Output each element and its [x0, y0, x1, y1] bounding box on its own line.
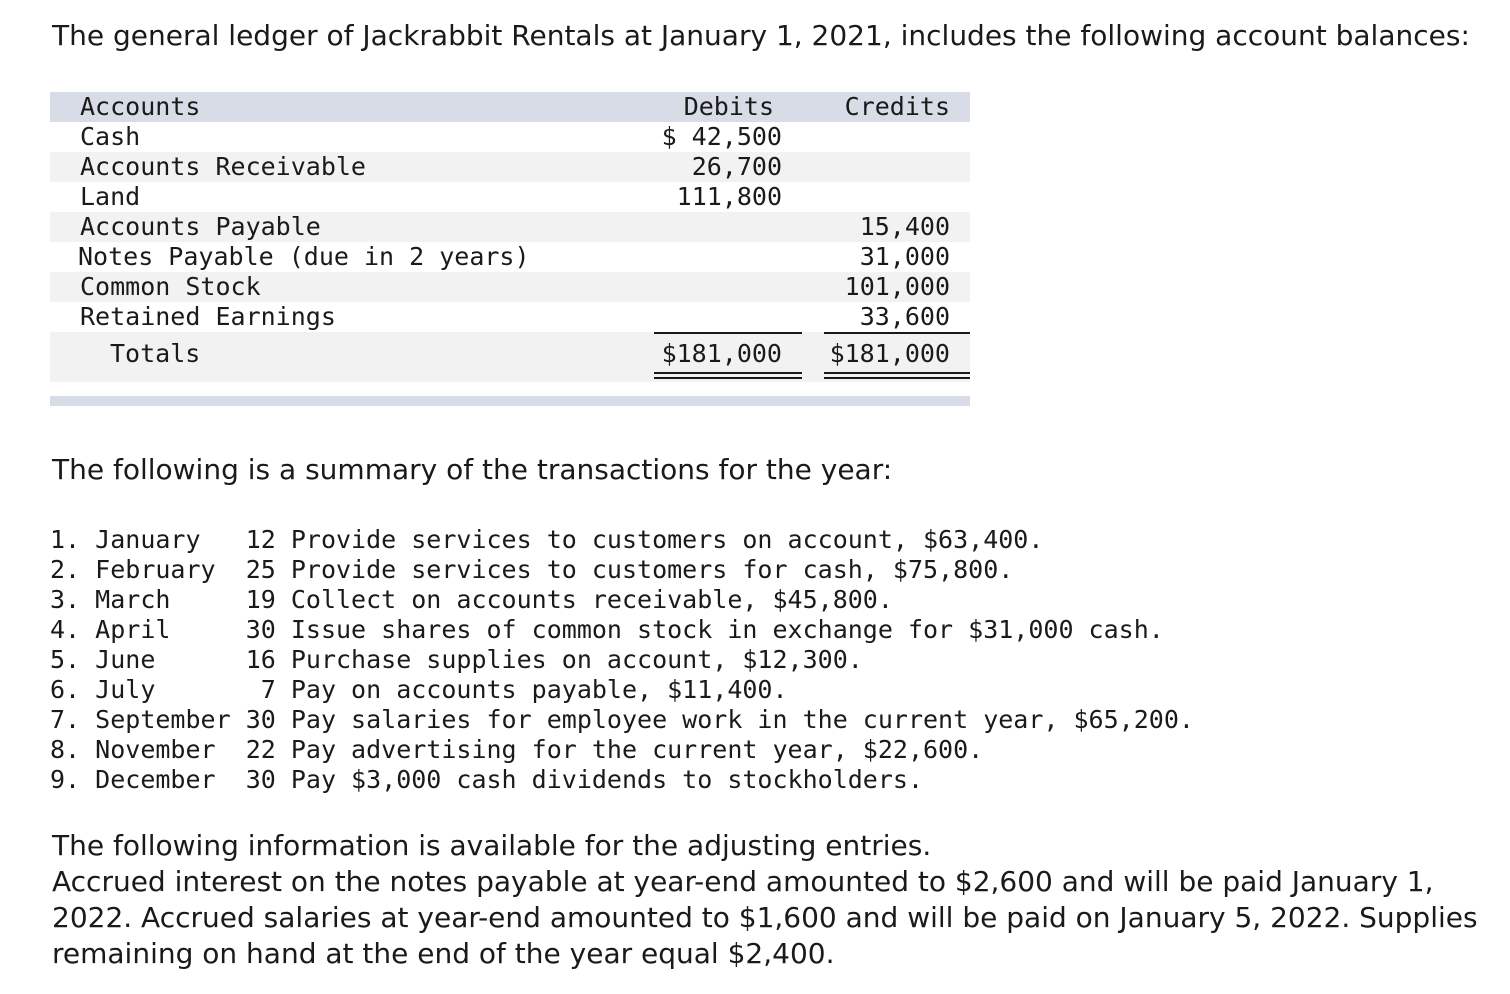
transactions-heading: The following is a summary of the transactions for the year:: [52, 453, 893, 486]
ledger-header-row: [50, 92, 970, 122]
ledger-totals-row: [50, 332, 970, 382]
totals-label: Totals: [110, 339, 201, 368]
ledger-row: [50, 212, 970, 242]
ledger-row: [50, 272, 970, 302]
problem-intro: The general ledger of Jackrabbit Rentals at January 1, 2021, includes the following account balances:: [52, 19, 1470, 52]
txn-description: Provide services to customers on account, $63,400.: [290, 525, 1044, 554]
ledger-table: [50, 92, 970, 406]
transaction-item: [50, 615, 1194, 645]
adjusting-heading: The following information is available for the adjusting entries.: [52, 829, 932, 862]
txn-month: February: [95, 555, 216, 584]
ledger-row: [50, 302, 970, 332]
transaction-item: [50, 525, 1194, 555]
credits-header: Credits: [844, 92, 950, 121]
txn-day: 12: [245, 525, 276, 554]
account-name: Land: [80, 182, 141, 211]
transaction-item: [50, 555, 1194, 585]
txn-description: Pay on accounts payable, $11,400.: [290, 675, 788, 704]
txn-number: 7.: [50, 705, 81, 734]
txn-number: 6.: [50, 675, 81, 704]
txn-number: 8.: [50, 735, 81, 764]
txn-month: June: [95, 645, 156, 674]
txn-day: 19: [245, 585, 276, 614]
txn-description: Collect on accounts receivable, $45,800.: [290, 585, 893, 614]
credit-total: $181,000: [829, 339, 950, 368]
adjusting-info: [52, 828, 1492, 972]
transaction-item: [50, 705, 1194, 735]
txn-description: Pay salaries for employee work in the current year, $65,200.: [290, 705, 1194, 734]
account-name: Accounts Payable: [80, 212, 321, 241]
credit-amount: 31,000: [859, 242, 950, 271]
credit-double-underline: [824, 372, 970, 379]
txn-day: 30: [245, 615, 276, 644]
txn-month: September: [95, 705, 231, 734]
txn-day: 25: [245, 555, 276, 584]
debits-header: Debits: [683, 92, 774, 121]
accounts-header: Accounts: [80, 92, 201, 121]
account-name: Retained Earnings: [80, 302, 336, 331]
transaction-item: [50, 765, 1194, 795]
txn-day: 22: [245, 735, 276, 764]
txn-month: January: [95, 525, 201, 554]
txn-description: Issue shares of common stock in exchange for $31,000 cash.: [290, 615, 1164, 644]
txn-number: 9.: [50, 765, 81, 794]
txn-day: 7: [260, 675, 276, 704]
txn-month: March: [95, 585, 171, 614]
credit-amount: 33,600: [859, 302, 950, 331]
txn-month: December: [95, 765, 216, 794]
txn-month: April: [95, 615, 171, 644]
transaction-item: [50, 585, 1194, 615]
ledger-row: [50, 152, 970, 182]
txn-number: 1.: [50, 525, 81, 554]
account-name: Accounts Receivable: [80, 152, 366, 181]
txn-number: 3.: [50, 585, 81, 614]
debit-double-underline: [654, 372, 802, 379]
credit-amount: 101,000: [844, 272, 950, 301]
debit-amount: $ 42,500: [661, 122, 782, 151]
txn-day: 16: [245, 645, 276, 674]
txn-description: Provide services to customers for cash, $75,800.: [290, 555, 1014, 584]
transaction-item: [50, 645, 1194, 675]
account-name: Notes Payable (due in 2 years): [78, 242, 530, 271]
txn-description: Pay advertising for the current year, $22,600.: [290, 735, 984, 764]
txn-day: 30: [245, 705, 276, 734]
debit-total: $181,000: [661, 339, 782, 368]
ledger-row: [50, 122, 970, 152]
txn-month: November: [95, 735, 216, 764]
account-name: Cash: [80, 122, 141, 151]
transaction-item: [50, 735, 1194, 765]
txn-day: 30: [245, 765, 276, 794]
txn-number: 5.: [50, 645, 81, 674]
account-name: Common Stock: [80, 272, 261, 301]
credit-amount: 15,400: [859, 212, 950, 241]
transaction-item: [50, 675, 1194, 705]
ledger-row: [50, 182, 970, 212]
txn-description: Purchase supplies on account, $12,300.: [290, 645, 863, 674]
debit-amount: 26,700: [691, 152, 782, 181]
adjusting-body: Accrued interest on the notes payable at year-end amounted to $2,600 and will be paid January 1, 2022. Accrued salaries at year-end amounted to $1,600 and will be paid on January 5, 2022. Supplies remaining on hand at the end of the year equal $2,400.: [52, 865, 1478, 970]
txn-number: 2.: [50, 555, 81, 584]
transaction-list: [50, 525, 1194, 795]
debit-amount: 111,800: [676, 182, 782, 211]
table-bottom-bar: [50, 396, 970, 406]
txn-month: July: [95, 675, 156, 704]
ledger-row: [50, 242, 970, 272]
txn-number: 4.: [50, 615, 81, 644]
table-spacer: [50, 382, 970, 396]
txn-description: Pay $3,000 cash dividends to stockholders.: [290, 765, 923, 794]
